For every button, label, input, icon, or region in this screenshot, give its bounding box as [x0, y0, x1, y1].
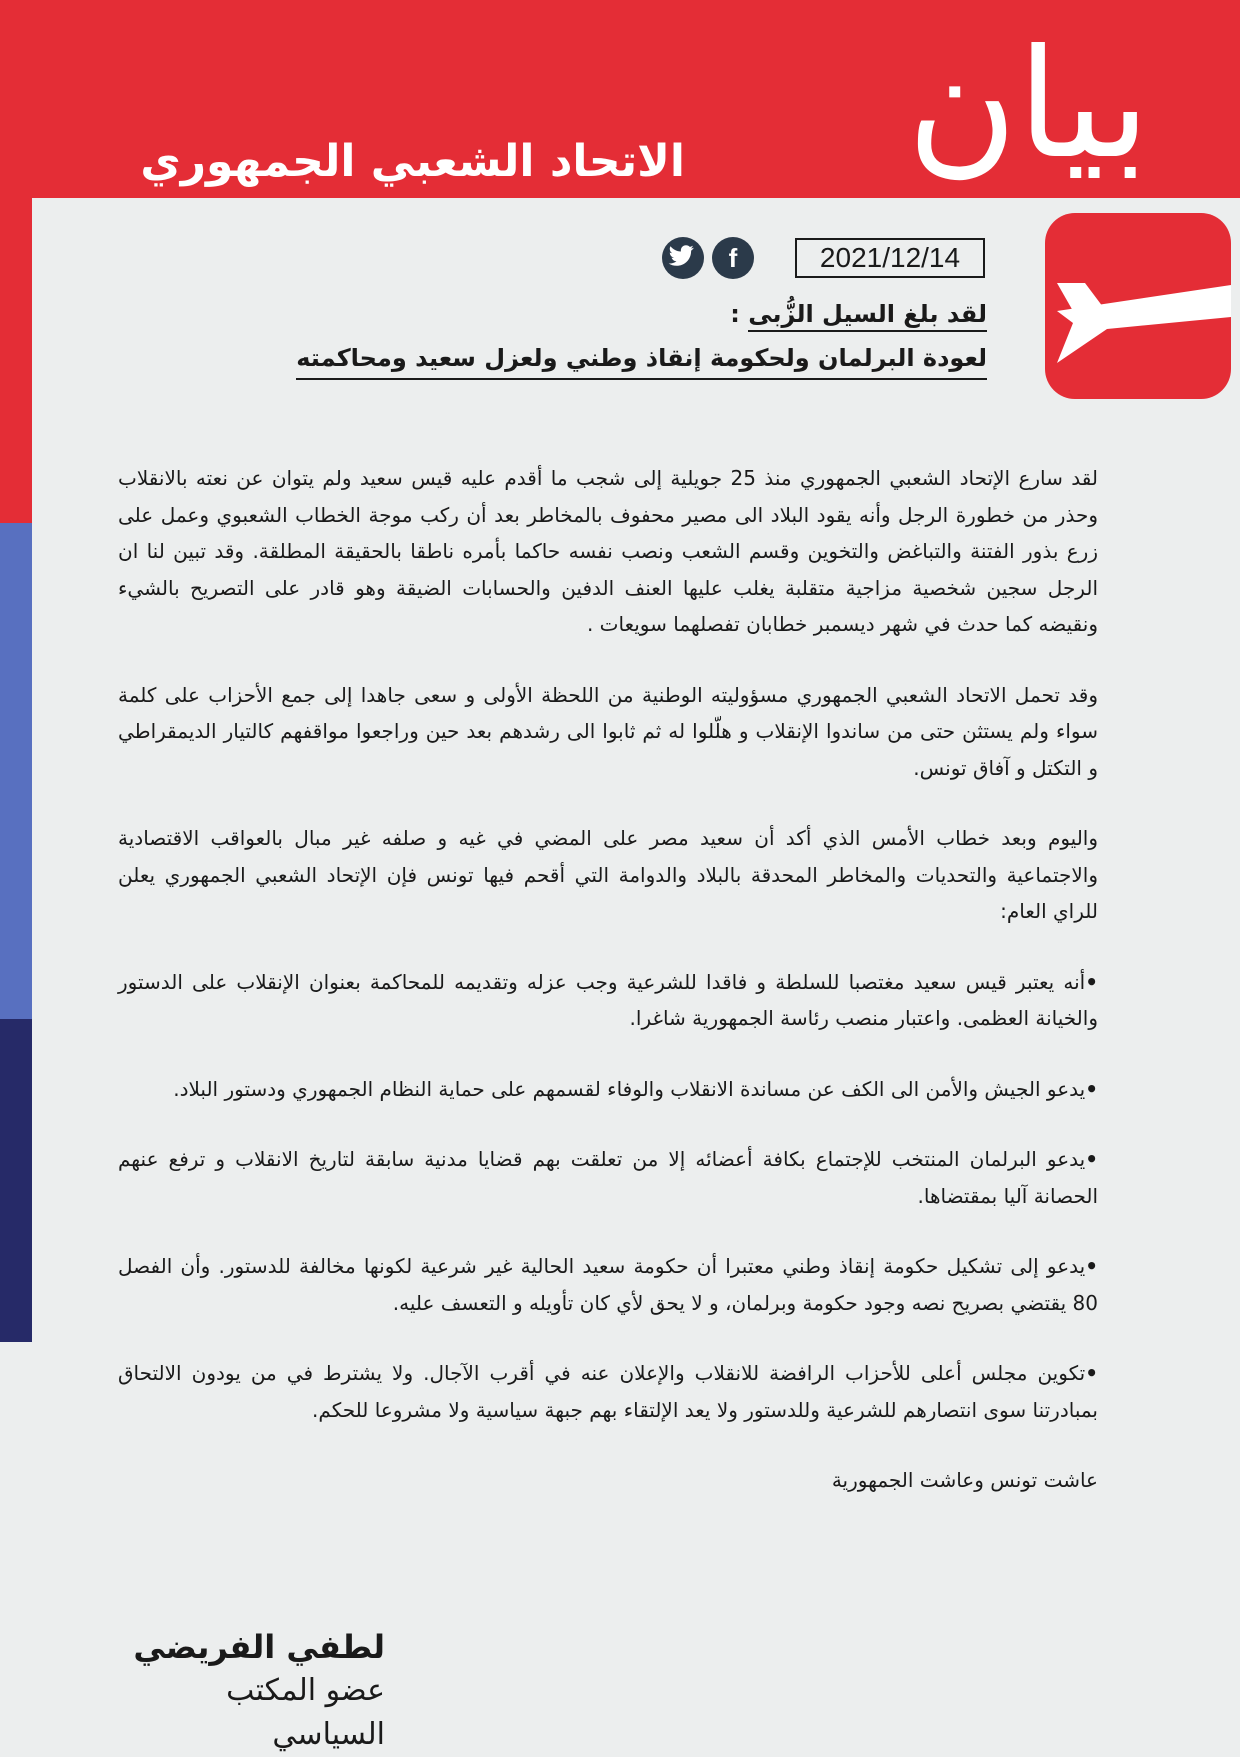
headline-1-colon: :	[730, 300, 740, 328]
bullet: •	[1085, 969, 1098, 994]
airplane-logo-icon	[1045, 213, 1231, 399]
bullet: •	[1085, 1361, 1098, 1385]
party-logo	[1045, 213, 1231, 399]
bullet: •	[1085, 1076, 1098, 1101]
list-item	[118, 1141, 1098, 1214]
statement-date: 2021/12/14	[795, 238, 985, 278]
twitter-button[interactable]	[662, 237, 704, 279]
list-item	[118, 1248, 1098, 1321]
headline-2: لعودة البرلمان ولحكومة إنقاذ وطني ولعزل سعيد ومحاكمته	[296, 340, 987, 380]
list-item	[118, 964, 1098, 1037]
statement-title: بيان	[907, 18, 1150, 192]
paragraph-2: وقد تحمل الاتحاد الشعبي الجمهوري مسؤوليته الوطنية من اللحظة الأولى و سعى جاهدا إلى جمع الأحزاب على كلمة سواء ولم يستثن حتى من ساندوا الإنقلاب و هلّلوا له ثم ثابوا الى رشدهم بعد حين وراجعوا مواقفهم كالتيار الديمقراطي و التكتل و آفاق تونس.	[118, 682, 1098, 780]
list-item-text: أنه يعتبر قيس سعيد مغتصبا للسلطة و فاقدا للشرعية وجب عزله وتقديمه للمحاكمة بعنوان الإنقلاب على الدستور والخيانة العظمى. واعتبار منصب رئاسة الجمهورية شاغرا.	[118, 969, 1098, 1030]
bullet: •	[1085, 1254, 1098, 1278]
list-item-text: تكوين مجلس أعلى للأحزاب الرافضة للانقلاب والإعلان عنه في أقرب الآجال. ولا يشترط في من يودون الالتحاق بمبادرتنا سوى انتصارهم للشرعية وللدستور ولا يعد الإلتقاء بهم جبهة سياسية ولا مشروعا للحكم.	[118, 1361, 1098, 1422]
signatory-role: عضو المكتب السياسي	[226, 1673, 385, 1752]
statement-body	[118, 460, 1098, 1533]
list-item	[118, 1355, 1098, 1428]
headline-1	[730, 296, 987, 332]
list-item	[118, 1071, 1098, 1108]
signatory-name: لطفي الفريضي	[133, 1628, 385, 1666]
paragraph-1: لقد سارع الإتحاد الشعبي الجمهوري منذ 25 جويلية إلى شجب ما أقدم عليه قيس سعيد ولم يتوان عن نعته بالانقلاب وحذر من خطورة الرجل وأنه يقود البلاد الى مصير محفوف بالمخاطر بعد أن ركب موجة الخطاب الشعبوي وعمل على زرع بذور الفتنة والتباغض والتخوين وقسم الشعب ونصب نفسه حاكما بأمره ناطقا بالحقيقة المطلقة. وقد تبين لنا ان الرجل سجين شخصية مزاجية متقلبة يغلب عليها العنف الدفين والحسابات الضيقة وهو قادر على التصريح بالشيء ونقيضه كما حدث في شهر ديسمبر خطابان تفصلهما سويعات .	[118, 466, 1098, 636]
left-stripe-red	[0, 198, 32, 523]
paragraph-3: واليوم وبعد خطاب الأمس الذي أكد أن سعيد مصر على المضي في غيه و صلفه غير مبال بالعواقب الاقتصادية والاجتماعية والتحديات والمخاطر المحدقة بالبلاد والدوامة التي أقحم فيها تونس فإن الإتحاد الشعبي الجمهوري يعلن للراي العام:	[118, 826, 1098, 923]
party-name: الاتحاد الشعبي الجمهوري	[140, 136, 685, 187]
headline-1-text: لقد بلغ السيل الزُّبى	[748, 300, 987, 332]
facebook-icon: f	[728, 243, 738, 273]
list-item-text: يدعو الجيش والأمن الى الكف عن مساندة الانقلاب والوفاء لقسمهم على حماية النظام الجمهوري ودستور البلاد.	[173, 1076, 1086, 1101]
signature-block	[115, 1625, 385, 1757]
twitter-icon	[662, 237, 704, 279]
facebook-button[interactable]	[712, 237, 754, 279]
left-stripe-blue	[0, 523, 32, 1019]
closing-line: عاشت تونس وعاشت الجمهورية	[831, 1468, 1098, 1492]
list-item-text: يدعو إلى تشكيل حكومة إنقاذ وطني معتبرا أن حكومة سعيد الحالية غير شرعية لكونها مخالفة للدستور. وأن الفصل 80 يقتضي بصريح نصه وجود حكومة وبرلمان، و لا يحق لأي كان تأويله و التعسف عليه.	[118, 1254, 1098, 1315]
bullet: •	[1085, 1147, 1098, 1171]
list-item-text: يدعو البرلمان المنتخب للإجتماع بكافة أعضائه إلا من تعلقت بهم قضايا مدنية سابقة لتاريخ الانقلاب و ترفع عنهم الحصانة آليا بمقتضاها.	[118, 1147, 1098, 1208]
left-stripe-navy	[0, 1019, 32, 1342]
